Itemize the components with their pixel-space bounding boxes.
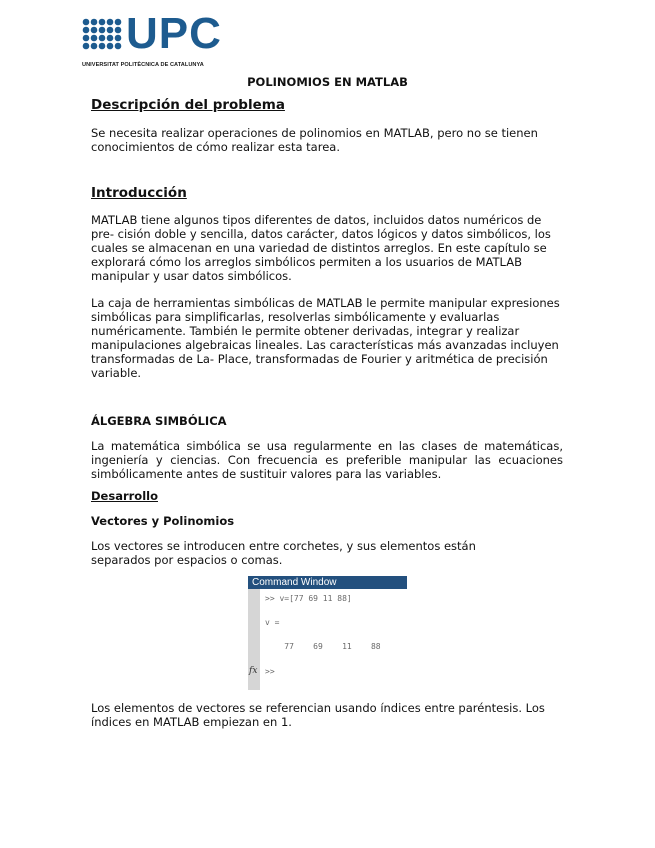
upc-logo (82, 9, 224, 72)
development-paragraph-2: Los elementos de vectores se referencian usando índices entre paréntesis. Los índices en MATLAB empiezan en 1. (91, 701, 545, 729)
upc-dots-icon (82, 18, 122, 54)
logo-subtitle: UNIVERSITAT POLITÈCNICA DE CATALUNYA (82, 62, 204, 68)
command-line-var: v = (265, 618, 280, 627)
problem-heading: Descripción del problema (91, 97, 285, 113)
command-window-title: Command Window (248, 576, 407, 589)
algebra-text: La matemática simbólica se usa regularmente en las clases de matemáticas, ingeniería y ciencias. Con frecuencia es preferible manipular las ecuaciones simbólicamente antes de sustituir valores para las variables. (91, 439, 563, 481)
development-subheading: Vectores y Polinomios (91, 514, 235, 528)
command-line-input: >> v=[77 69 11 88] (265, 594, 352, 603)
algebra-heading: ÁLGEBRA SIMBÓLICA (91, 414, 227, 428)
intro-paragraph-1: MATLAB tiene algunos tipos diferentes de datos, incluidos datos numéricos de pre- cisión doble y sencilla, datos carácter, datos lógicos y datos simbólicos, los cuales se almacenan en una variedad de distintos arreglos. En este capítulo se explorará cómo los arreglos simbólicos permiten a los usuarios de MATLAB manipular y usar datos simbólicos. (91, 213, 551, 283)
document-title: POLINOMIOS EN MATLAB (247, 75, 408, 89)
command-window-screenshot (248, 576, 407, 690)
fx-icon: fx (249, 666, 258, 676)
development-heading: Desarrollo (91, 489, 158, 503)
development-paragraph-1: Los vectores se introducen entre corchetes, y sus elementos están separados por espacios o comas. (91, 539, 476, 567)
command-prompt: >> (265, 667, 275, 676)
intro-paragraph-2: La caja de herramientas simbólicas de MATLAB le permite manipular expresiones simbólicas para simplificarlas, resolverlas simbólicamente y evaluarlas numéricamente. También le permite obtener derivadas, integrar y realizar manipulaciones algebraicas lineales. Las características más avanzadas incluyen transformadas de La- Place, transformadas de Fourier y aritmética de precisión variable. (91, 296, 560, 380)
problem-text: Se necesita realizar operaciones de polinomios en MATLAB, pero no se tienen conocimientos de cómo realizar esta tarea. (91, 126, 538, 154)
intro-heading: Introducción (91, 185, 187, 201)
command-line-values: 77 69 11 88 (265, 642, 381, 651)
logo-wordmark: UPC (126, 9, 222, 58)
